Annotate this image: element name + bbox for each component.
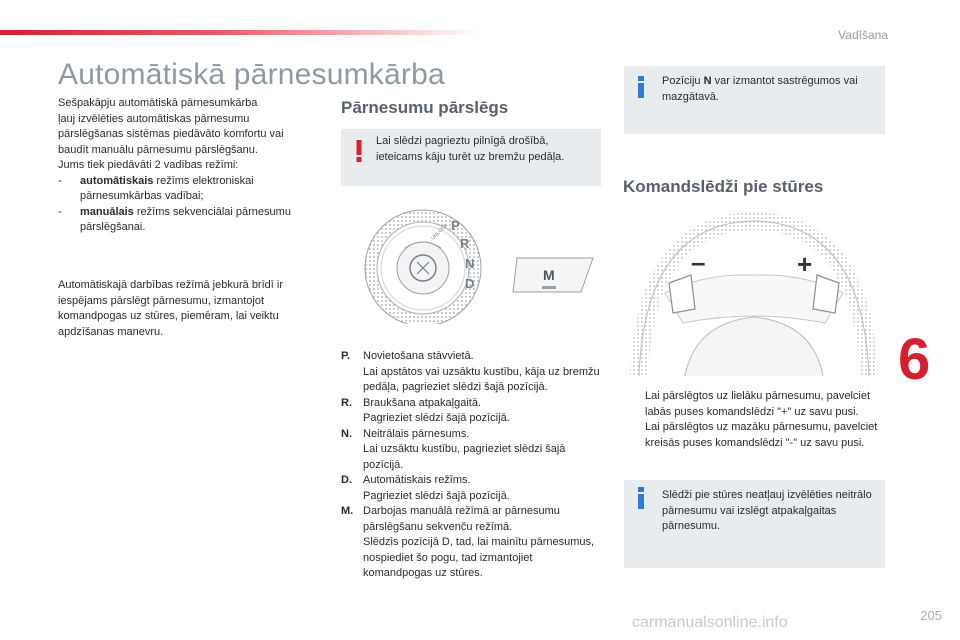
- m-button-label: M: [543, 267, 555, 283]
- intro-text: [58, 96, 320, 236]
- info-icon: [636, 76, 646, 98]
- position-key: R.: [341, 396, 352, 409]
- selector-letter-r: R: [460, 236, 470, 251]
- selector-letter-n: N: [465, 256, 475, 271]
- selector-letter-d: D: [465, 276, 475, 291]
- bullet-icon: [623, 420, 645, 451]
- automatic-mode-paragraph: Automātiskajā darbības režīmā jebkurā brīdī ir iespējams pārslēgt pārnesumu, izmantojot komandpogas uz stūres, piemēram, lai veiktu apdzīšanas manevru.: [58, 279, 283, 338]
- position-text: Slēdzis pozīcijā D, tad, lai mainītu pārnesumus, nospiediet šo pogu, tad izmantojiet komandpogas uz stūres.: [363, 536, 595, 579]
- mode-name: manuālais: [80, 205, 134, 218]
- position-row-r: [341, 396, 603, 412]
- bullet-icon: [341, 411, 363, 427]
- gear-selector-illustration: [345, 196, 605, 324]
- exclamation-icon: [355, 140, 363, 162]
- info-text-neutral: [662, 74, 877, 105]
- dash-marker: -: [58, 205, 62, 218]
- page-number: 205: [920, 608, 942, 623]
- paddles-instructions: [623, 389, 885, 451]
- section-label: Vadīšana: [838, 28, 888, 42]
- position-row-d: [341, 473, 603, 489]
- position-key: D.: [341, 474, 352, 486]
- page-title: Automātiskā pārnesumkārba: [58, 58, 445, 91]
- position-text: Neitrālais pārnesums.: [363, 427, 470, 440]
- position-text: Lai apstātos vai uzsāktu kustību, kāja uz bremžu pedāļa, pagrieziet slēdzi šajā pozīcijā.: [363, 365, 600, 393]
- shifting-heading: Pārnesumu pārslēgs: [341, 98, 509, 117]
- info-text-paddles: Slēdži pie stūres neatļauj izvēlēties neitrālo pārnesumu vai izslēgt atpakaļgaitas pārnesumu.: [662, 489, 872, 532]
- position-instruction: [341, 365, 603, 396]
- position-text: Novietošana stāvvietā.: [363, 350, 474, 362]
- intro-line: ļauj izvēlēties automātiskas pārnesumu: [58, 112, 250, 125]
- watermark: carmanualsonline.info: [632, 614, 788, 631]
- paddle-instruction-text: Lai pārslēgtos uz mazāku pārnesumu, pavelciet kreisās puses komandslēdzi "-" uz savu pusi.: [645, 421, 878, 449]
- position-text: Darbojas manuālā režīmā ar pārnesumu pārslēgšanu sekvenču režīmā.: [363, 505, 560, 533]
- position-text: Pagrieziet slēdzi šajā pozīcijā.: [363, 489, 510, 502]
- top-accent-bar: [0, 30, 480, 35]
- position-instruction: [341, 442, 603, 473]
- position-row-n: [341, 427, 603, 443]
- mode-description: režīms elektroniskai pārnesumkārbas vadībai;: [80, 174, 254, 202]
- bullet-icon: [341, 442, 363, 473]
- mode-item-automatic: [58, 174, 320, 205]
- position-row-m: [341, 504, 603, 535]
- position-text: Lai uzsāktu kustību, pagrieziet slēdzi šajā pozīcijā.: [363, 443, 566, 471]
- info-text-part: Pozīciju: [662, 75, 704, 87]
- paddles-heading: Komandslēdži pie stūres: [623, 177, 824, 196]
- bullet-icon: [341, 535, 363, 582]
- position-key: M.: [341, 505, 354, 517]
- info-text-bold: N: [703, 75, 712, 87]
- position-instruction: [341, 411, 603, 427]
- position-instruction: [341, 489, 603, 505]
- position-row-p: [341, 349, 603, 365]
- warning-text: Lai slēdzi pagrieztu pilnīgā drošībā, ieteicams kāju turēt uz bremžu pedāļa.: [376, 135, 565, 163]
- bullet-icon: [341, 365, 363, 396]
- paddle-plus-label: +: [797, 249, 813, 279]
- bullet-icon: [623, 389, 645, 420]
- selector-positions-list: [341, 349, 603, 582]
- intro-line: Jums tiek piedāvāti 2 vadības režīmi:: [58, 159, 239, 171]
- paddle-instruction-text: Lai pārslēgtos uz lielāku pārnesumu, pavelciet labās puses komandslēdzi "+" uz savu pusi.: [645, 390, 871, 418]
- mode-item-manual: [58, 205, 320, 236]
- position-text: Braukšana atpakaļgaitā.: [363, 396, 482, 409]
- mode-description: režīms sekvenciālai pārnesumu pārslēgšanai.: [80, 205, 291, 233]
- position-key: P.: [341, 350, 350, 362]
- paddle-minus-label: –: [691, 247, 706, 277]
- position-instruction: [341, 535, 603, 582]
- steering-wheel-illustration: [625, 213, 883, 376]
- bullet-icon: [341, 489, 363, 505]
- position-key: N.: [341, 427, 352, 440]
- paddle-instruction-plus: [623, 389, 885, 420]
- info-text-part: var izmantot sastrēgumos vai mazgātavā.: [662, 75, 858, 103]
- selector-lock-label: UNLOCK: [430, 222, 450, 242]
- paddle-instruction-minus: [623, 420, 885, 451]
- info-icon: [636, 487, 646, 509]
- position-text: Automātiskais režīms.: [363, 474, 471, 486]
- dash-marker: -: [58, 174, 62, 187]
- intro-line: Sešpakāpju automātiskā pārnesumkārba: [58, 97, 258, 109]
- chapter-number: 6: [898, 327, 931, 392]
- intro-line: baudīt manuālu pārnesumu pārslēgšanu.: [58, 143, 258, 156]
- mode-name: automātiskais: [80, 174, 154, 187]
- selector-letter-p: P: [451, 218, 460, 233]
- intro-line: pārslēgšanas sistēmas piedāvāto komfortu vai: [58, 128, 284, 140]
- position-text: Pagrieziet slēdzi šajā pozīcijā.: [363, 412, 510, 424]
